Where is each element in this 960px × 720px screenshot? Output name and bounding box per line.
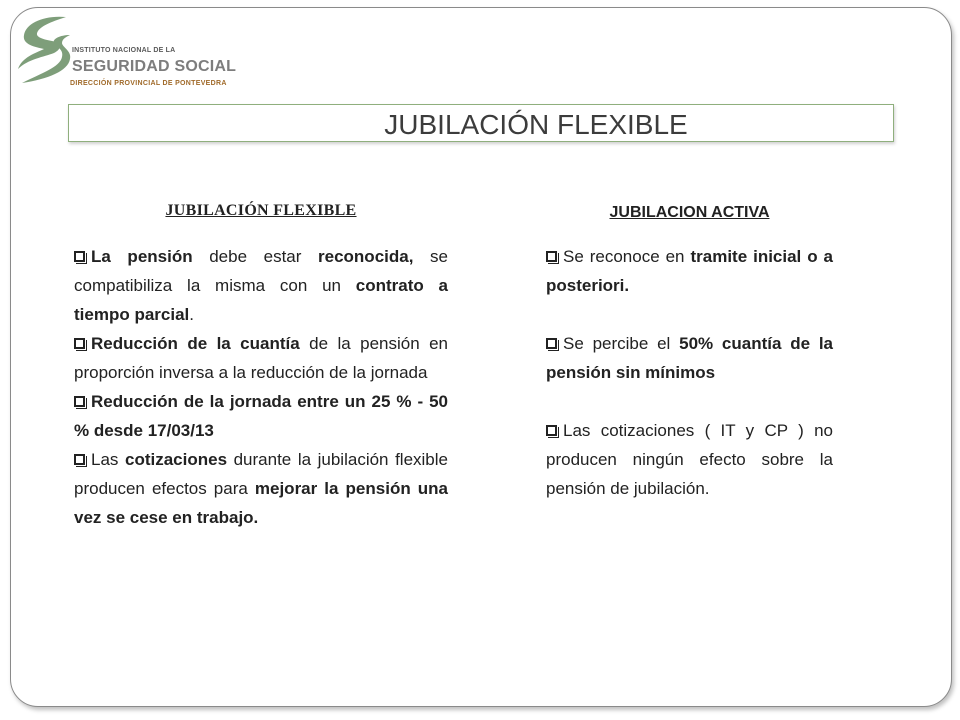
right-column [546,198,833,503]
left-list-item [74,445,448,532]
checkbox-bullet-icon [546,251,557,262]
item-text: reconocida, [318,247,414,266]
left-list-item [74,329,448,387]
item-text: Se reconoce en [563,247,691,266]
left-list-item [74,242,448,329]
right-list [546,242,833,503]
item-text: La pensión [91,247,193,266]
right-list-item [546,242,833,300]
item-text: Las cotizaciones ( IT y CP ) no producen ningún efecto sobre la pensión de jubilación. [546,421,833,498]
item-text: . [189,305,194,324]
item-text: debe estar [192,247,319,266]
org-line-3: DIRECCIÓN PROVINCIAL DE PONTEVEDRA [70,80,227,87]
checkbox-bullet-icon [74,454,85,465]
item-text: Las [91,450,125,469]
item-text: contrato a tiempo parcial [74,276,448,324]
list-gap [546,300,833,329]
item-text: tramite inicial o a posteriori. [546,247,833,295]
left-list-item [74,387,448,445]
item-text: de la pensión en proporción inversa a la reducción de la jornada [74,334,448,382]
left-list [74,242,448,532]
right-list-item [546,416,833,503]
checkbox-bullet-icon [74,396,85,407]
item-text: Reducción de la cuantía [91,334,300,353]
left-column [74,198,448,532]
right-list-item [546,329,833,387]
inss-logo-icon [14,13,74,89]
title-box [68,104,894,142]
right-heading: JUBILACION ACTIVA [609,204,770,221]
item-text: durante la jubilación flexible producen efectos para [74,450,448,498]
item-text: cotizaciones [124,450,228,469]
checkbox-bullet-icon [546,338,557,349]
item-text: Reducción de la jornada entre un 25 % - 50 % desde 17/03/13 [74,392,448,440]
org-line-2: SEGURIDAD SOCIAL [72,58,237,75]
org-line-1: INSTITUTO NACIONAL DE LA [72,47,176,54]
item-text: mejorar la pensión una vez se cese en trabajo. [74,479,448,527]
list-gap [546,387,833,416]
checkbox-bullet-icon [74,251,85,262]
item-text: Se percibe el [563,334,680,353]
slide-title: JUBILACIÓN FLEXIBLE [384,109,688,140]
checkbox-bullet-icon [74,338,85,349]
checkbox-bullet-icon [546,425,557,436]
item-text: se compatibiliza la misma con un [74,247,448,295]
left-heading: JUBILACIÓN FLEXIBLE [165,202,357,219]
item-text: 50% cuantía de la pensión sin mínimos [546,334,833,382]
inss-logo [14,13,254,93]
